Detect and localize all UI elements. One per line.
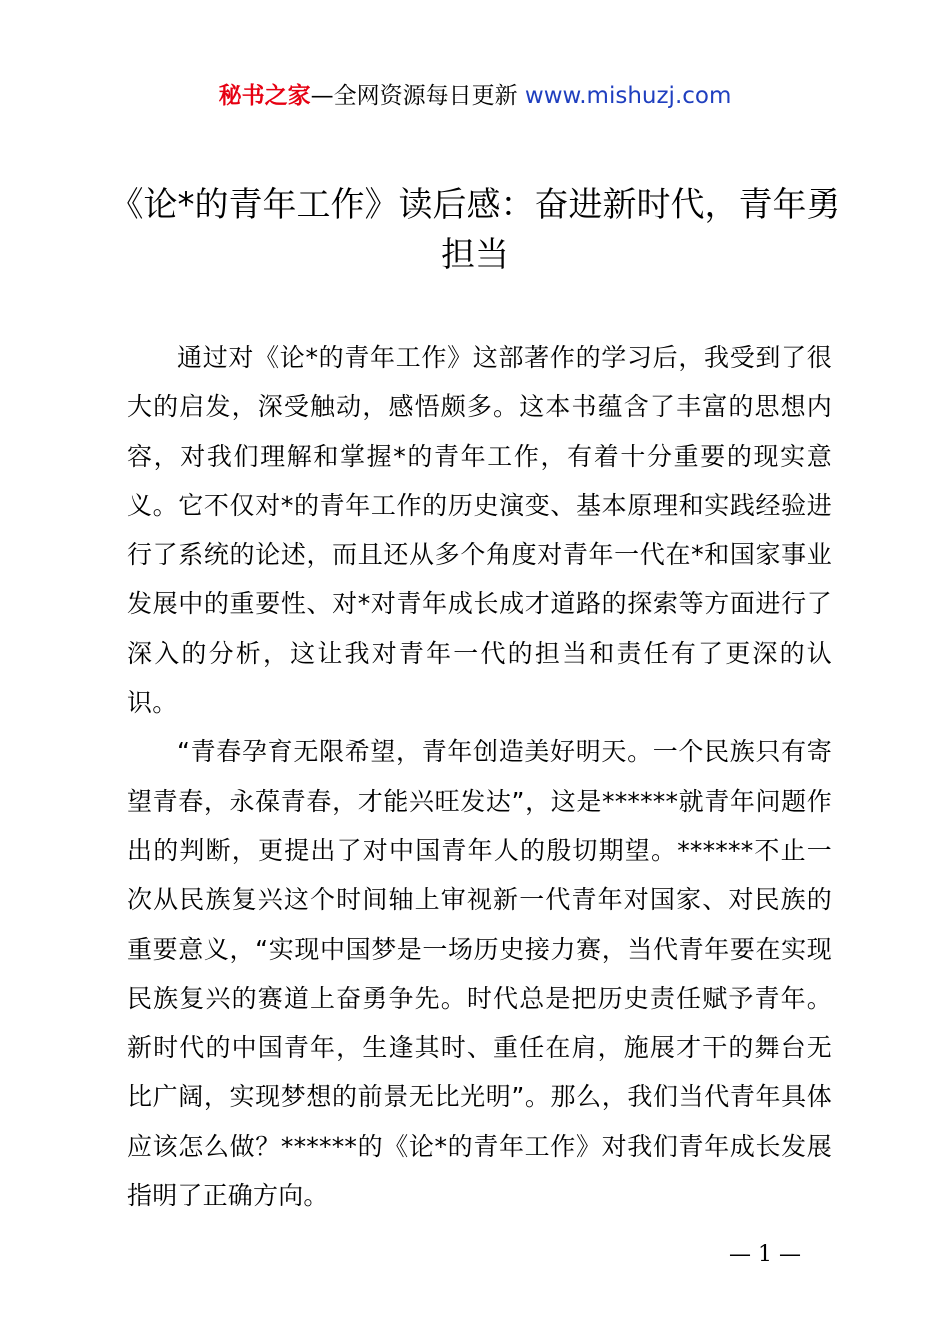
body-paragraph-2: “青春孕育无限希望，青年创造美好明天。一个民族只有寄望青春，永葆青春，才能兴旺发达”，这是******就青年问题作出的判断，更提出了对中国青年人的殷切期望。******不止一次从民族复兴这个时间轴上审视新一代青年对国家、对民族的重要意义，“实现中国梦是一场历史接力赛，当代青年要在实现民族复兴的赛道上奋勇争先。时代总是把历史责任赋予青年。新时代的中国青年，生逢其时、重任在肩，施展才干的舞台无比广阔，实现梦想的前景无比光明”。那么，我们当代青年具体应该怎么做？******的《论*的青年工作》对我们青年成长发展指明了正确方向。 <box>127 737 832 1211</box>
site-brand: 秘书之家 <box>218 83 311 109</box>
site-url-link[interactable]: www.mishuzj.com <box>524 83 732 109</box>
page-number: — 1 — <box>729 1242 801 1267</box>
site-header <box>0 80 950 112</box>
document-title: 《论*的青年工作》读后感：奋进新时代，青年勇担当 <box>109 185 841 275</box>
site-tagline: —全网资源每日更新 <box>310 83 525 109</box>
document-body <box>127 333 832 1220</box>
body-paragraph-1: 通过对《论*的青年工作》这部著作的学习后，我受到了很大的启发，深受触动，感悟颇多。这本书蕴含了丰富的思想内容，对我们理解和掌握*的青年工作，有着十分重要的现实意义。它不仅对*的青年工作的历史演变、基本原理和实践经验进行了系统的论述，而且还从多个角度对青年一代在*和国家事业发展中的重要性、对*对青年成长成才道路的探索等方面进行了深入的分析，这让我对青年一代的担当和责任有了更深的认识。 <box>127 343 832 718</box>
